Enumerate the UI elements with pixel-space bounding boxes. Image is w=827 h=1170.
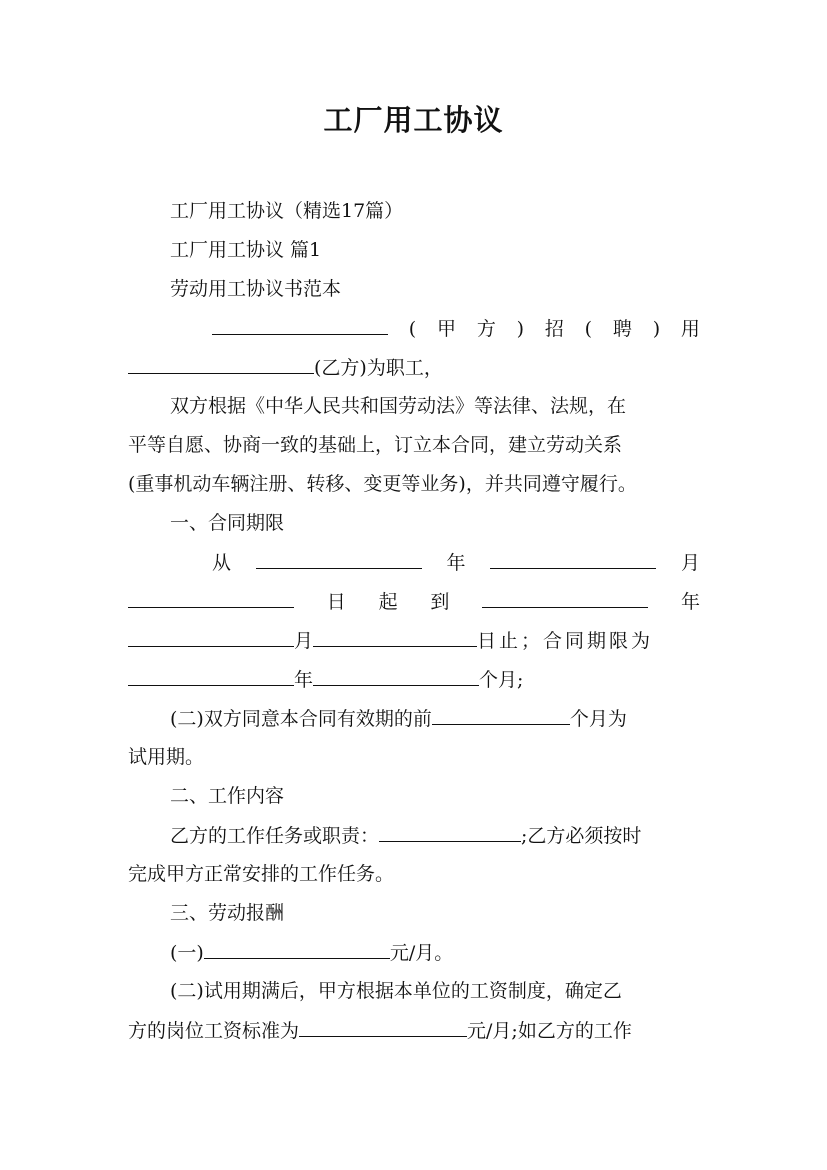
fill-blank[interactable]: [128, 353, 314, 374]
text-run: (乙方)为职工，: [314, 357, 443, 379]
fill-blank[interactable]: [482, 587, 648, 608]
text-run: 月: [294, 630, 314, 652]
section-heading: 劳动用工协议书范本: [170, 278, 342, 300]
text-char: 起: [378, 591, 398, 613]
text-char: 到: [430, 591, 450, 613]
text-char: 甲: [437, 318, 457, 340]
fill-blank[interactable]: [313, 626, 477, 647]
section-heading: 三、劳动报酬: [170, 902, 285, 924]
paragraph-line: 平等自愿、协商一致的基础上，订立本合同，建立劳动关系: [128, 434, 623, 456]
paragraph-line: [212, 548, 700, 577]
section-heading: 二、工作内容: [170, 785, 285, 807]
paragraph-line: [170, 938, 700, 967]
fill-blank[interactable]: [256, 548, 422, 569]
text-run: ;乙方必须按时: [521, 825, 642, 847]
paragraph-line: 试用期。: [128, 746, 205, 768]
paragraph-line: (二)试用期满后，甲方根据本单位的工资制度，确定乙: [170, 980, 622, 1002]
paragraph-line: [212, 314, 700, 343]
text-char: 方: [476, 318, 496, 340]
text-run: 日止；合同期限为: [477, 630, 654, 652]
text-char: 年: [680, 591, 700, 613]
fill-blank[interactable]: [432, 704, 570, 725]
text-run: 乙方的工作任务或职责：: [170, 825, 380, 847]
fill-blank[interactable]: [299, 1016, 467, 1037]
text-char: 用: [680, 318, 700, 340]
fill-blank[interactable]: [204, 938, 390, 959]
text-run: 个月为: [569, 708, 627, 730]
text-run: (一): [170, 942, 204, 964]
text-char: 月: [680, 552, 700, 574]
text-run: 元/月;如乙方的工作: [467, 1020, 632, 1042]
fill-blank[interactable]: [128, 665, 294, 686]
paragraph-line: [128, 665, 700, 694]
paragraph-line: 完成甲方正常安排的工作任务。: [128, 863, 395, 885]
text-char: 招: [544, 318, 564, 340]
fill-blank[interactable]: [313, 665, 479, 686]
text-run: 年: [294, 669, 314, 691]
fill-blank[interactable]: [379, 821, 521, 842]
text-run: 元/月。: [389, 942, 454, 964]
document-title: 工厂用工协议: [323, 103, 504, 137]
fill-blank[interactable]: [128, 626, 294, 647]
paragraph-line: (重事机动车辆注册、转移、变更等业务)，并共同遵守履行。: [128, 473, 637, 495]
fill-blank[interactable]: [490, 548, 656, 569]
paragraph-line: [170, 821, 700, 850]
subtitle-line: 工厂用工协议（精选17篇）: [170, 200, 404, 222]
paragraph-line: [128, 1016, 700, 1045]
section-heading: 一、合同期限: [170, 512, 285, 534]
text-char: (: [584, 318, 593, 340]
fill-blank[interactable]: [128, 587, 294, 608]
paragraph-line: [170, 704, 700, 733]
paragraph-line: [128, 587, 700, 616]
paragraph-line: [128, 353, 700, 382]
paragraph-line: 双方根据《中华人民共和国劳动法》等法律、法规，在: [170, 395, 627, 417]
text-char: 日: [326, 591, 346, 613]
paragraph-line: [128, 626, 700, 655]
text-char: ): [516, 318, 525, 340]
text-run: 个月;: [479, 669, 524, 691]
text-char: 年: [446, 552, 466, 574]
text-run: (二)双方同意本合同有效期的前: [170, 708, 432, 730]
text-char: 从: [212, 552, 232, 574]
fill-blank[interactable]: [212, 314, 388, 335]
section-heading: 工厂用工协议 篇1: [170, 239, 322, 261]
text-char: ): [652, 318, 661, 340]
text-char: 聘: [612, 318, 632, 340]
text-char: (: [408, 318, 417, 340]
text-run: 方的岗位工资标准为: [128, 1020, 300, 1042]
